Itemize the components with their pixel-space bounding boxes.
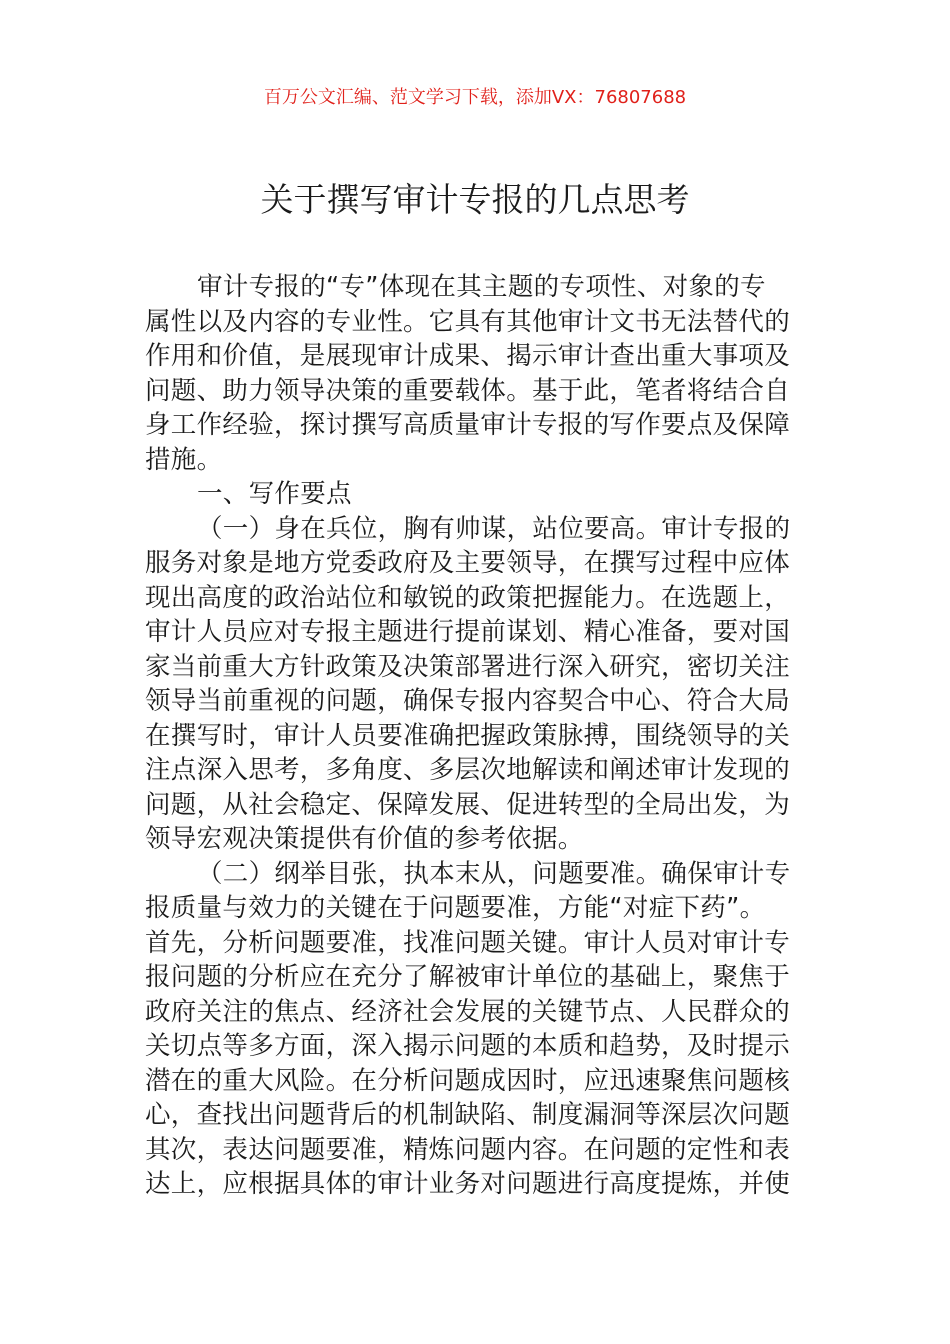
paragraph-line: 关切点等多方面，深入揭示问题的本质和趋势，及时提示 xyxy=(145,1031,791,1061)
paragraph-line: 作用和价值，是展现审计成果、揭示审计查出重大事项及 xyxy=(145,341,791,371)
paragraph-line: 属性以及内容的专业性。它具有其他审计文书无法替代的 xyxy=(145,306,791,337)
paragraph-line: 问题，从社会稳定、保障发展、促进转型的全局出发，为 xyxy=(145,789,791,820)
paragraph-line: 措施。 xyxy=(145,444,223,475)
paragraph-line: 达上，应根据具体的审计业务对问题进行高度提炼，并使 xyxy=(145,1169,791,1199)
paragraph-line: （二）纲举目张，执本末从，问题要准。确保审计专 xyxy=(197,858,791,889)
paragraph-line: 问题、助力领导决策的重要载体。基于此，笔者将结合自 xyxy=(145,375,791,406)
document-title: 关于撰写审计专报的几点思考 xyxy=(260,180,690,219)
paragraph-line: 领导宏观决策提供有价值的参考依据。 xyxy=(145,824,584,854)
watermark-header-note: 百万公文汇编、范文学习下载，添加VX：76807688 xyxy=(263,87,687,108)
paragraph-line: 审计人员应对专报主题进行提前谋划、精心准备，要对国 xyxy=(145,617,791,647)
paragraph-line: 心，查找出问题背后的机制缺陷、制度漏洞等深层次问题 xyxy=(145,1100,791,1130)
paragraph-line: 政府关注的焦点、经济社会发展的关键节点、人民群众的 xyxy=(145,996,791,1027)
paragraph-line: 其次，表达问题要准，精炼问题内容。在问题的定性和表 xyxy=(145,1134,791,1165)
paragraph-line: 注点深入思考，多角度、多层次地解读和阐述审计发现的 xyxy=(145,755,791,785)
paragraph-line: 家当前重大方针政策及决策部署进行深入研究，密切关注 xyxy=(145,651,791,682)
paragraph-line: 领导当前重视的问题，确保专报内容契合中心、符合大局 xyxy=(145,686,791,716)
paragraph-line: 首先，分析问题要准，找准问题关键。审计人员对审计专 xyxy=(145,927,791,958)
paragraph-line: 报质量与效力的关键在于问题要准，方能“对症下药”。 xyxy=(145,893,766,923)
paragraph-line: 身工作经验，探讨撰写高质量审计专报的写作要点及保障 xyxy=(145,410,791,440)
section-heading: 一、写作要点 xyxy=(197,479,352,509)
paragraph-line: 在撰写时，审计人员要准确把握政策脉搏，围绕领导的关 xyxy=(145,720,791,751)
document-body xyxy=(145,270,810,1202)
paragraph-line: （一）身在兵位，胸有帅谋，站位要高。审计专报的 xyxy=(197,513,791,544)
paragraph-line: 报问题的分析应在充分了解被审计单位的基础上，聚焦于 xyxy=(145,962,791,992)
paragraph-line: 潜在的重大风险。在分析问题成因时，应迅速聚焦问题核 xyxy=(145,1065,791,1096)
paragraph-line: 现出高度的政治站位和敏锐的政策把握能力。在选题上， xyxy=(145,582,791,613)
paragraph-line: 服务对象是地方党委政府及主要领导，在撰写过程中应体 xyxy=(145,548,791,578)
paragraph-line: 审计专报的“专”体现在其主题的专项性、对象的专 xyxy=(197,272,766,302)
